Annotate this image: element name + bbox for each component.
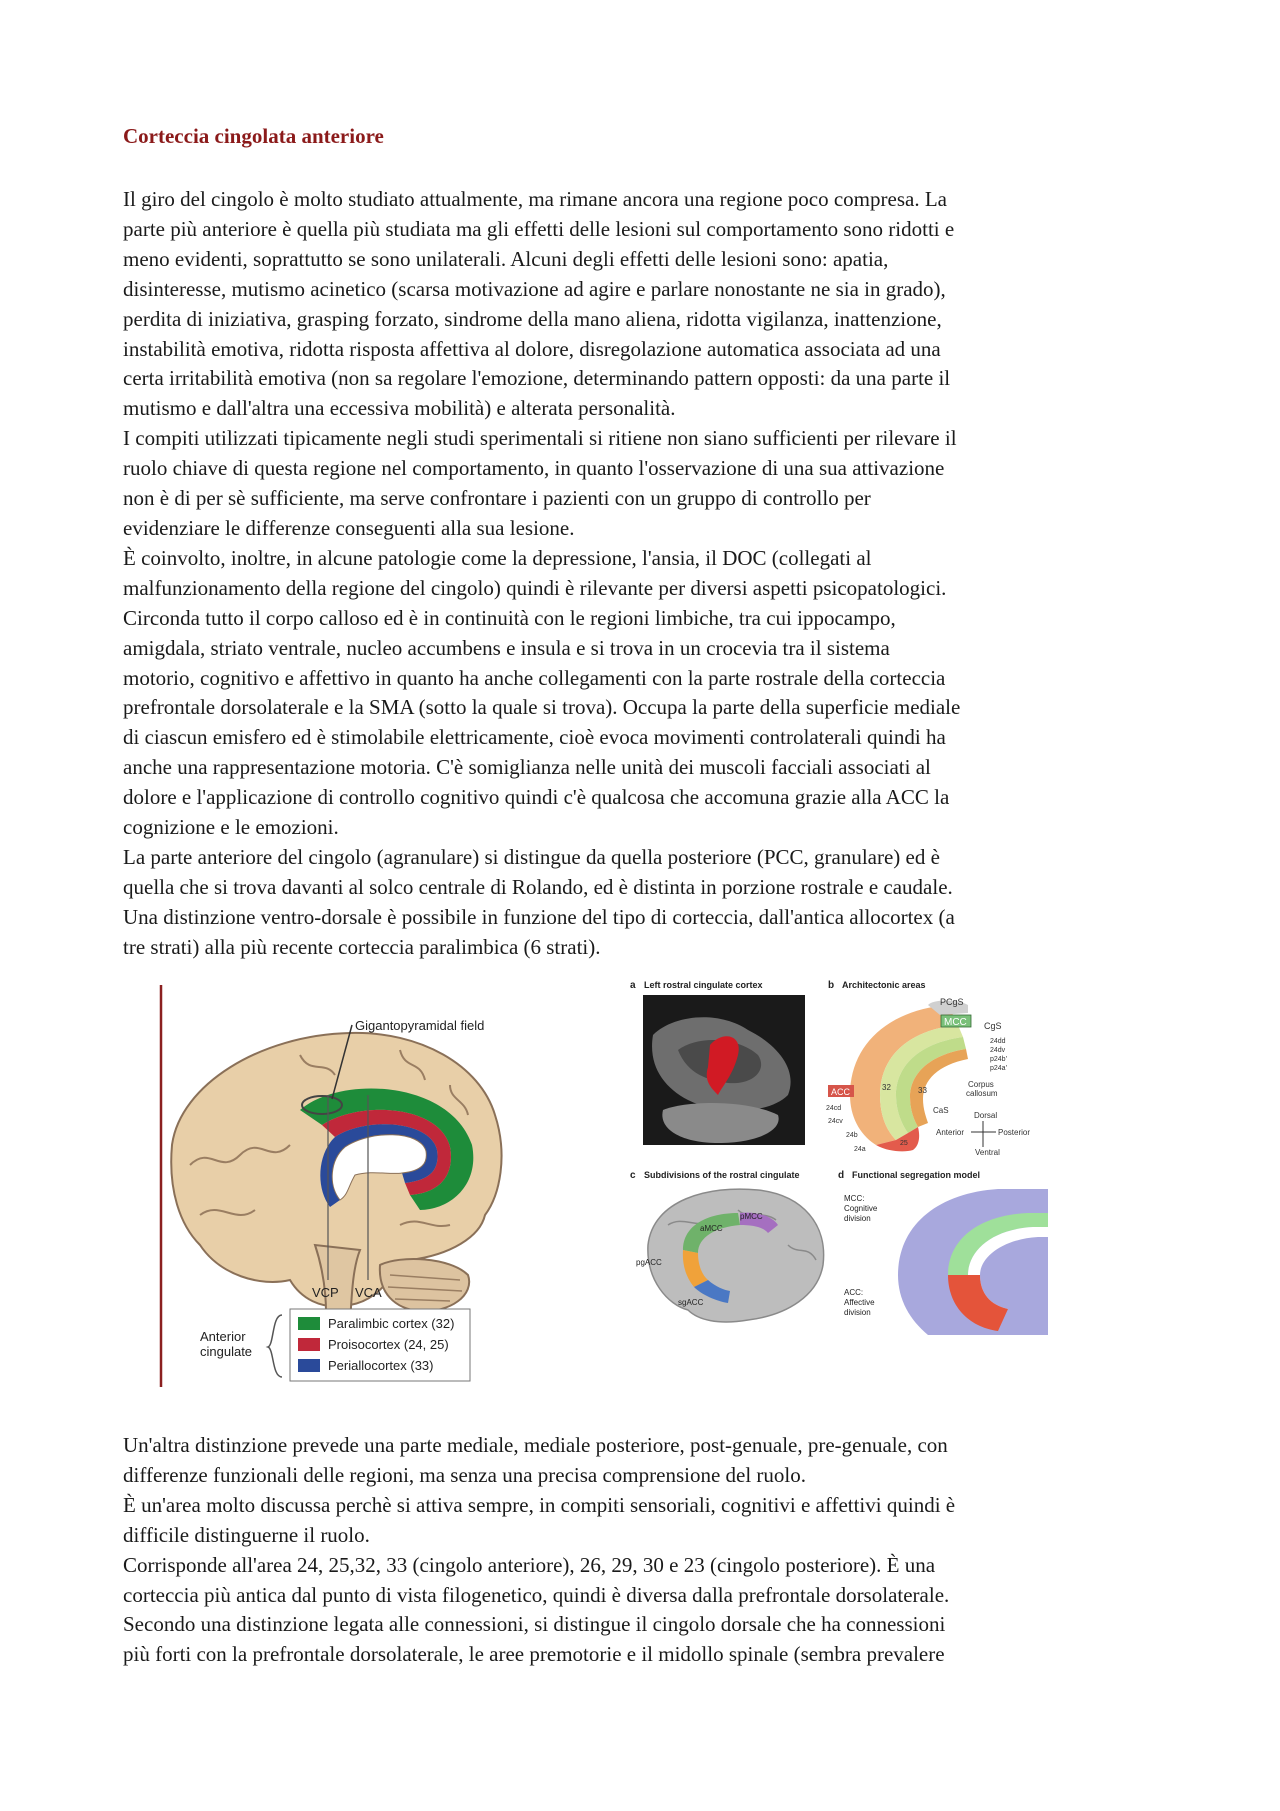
panel-b-label-cas: CaS	[933, 1106, 949, 1115]
legend-label-periallocortex: Periallocortex (33)	[328, 1358, 434, 1373]
legend-swatch-proisocortex	[298, 1338, 320, 1351]
section-heading: Corteccia cingolata anteriore	[123, 124, 384, 148]
text-line: Secondo una distinzione legata alle connessioni, si distingue il cingolo dorsale che ha connessioni	[123, 1612, 946, 1637]
panel-c-label-sgacc: sgACC	[678, 1298, 704, 1307]
panel-b-label-acc: ACC	[831, 1087, 851, 1097]
figure-label-anterior: Anterior	[200, 1329, 246, 1344]
panel-b-label-cgs: CgS	[984, 1021, 1002, 1031]
text-line: malfunzionamento della regione del cingolo) quindi è rilevante per diversi aspetti psicopatologici.	[123, 575, 947, 600]
panel-b-label-24b: 24b	[846, 1132, 858, 1139]
text-line: cognizione e le emozioni.	[123, 815, 339, 840]
panel-b-label-p24a: p24a'	[990, 1065, 1007, 1072]
text-line: tre strati) alla più recente corteccia paralimbica (6 strati).	[123, 934, 601, 959]
text-line: disinteresse, mutismo acinetico (scarsa motivazione ad agire e parlare nonostante ne sia in grado),	[123, 276, 946, 301]
text-line: quella che si trova davanti al solco centrale di Rolando, ed è distinta in porzione rostrale e caudale.	[123, 874, 953, 899]
panel-b-label-24dv: 24dv	[990, 1047, 1006, 1054]
text-line: meno evidenti, soprattutto se sono unilaterali. Alcuni degli effetti delle lesioni sono: apatia,	[123, 246, 889, 271]
panel-b-label-pcgs: PCgS	[940, 997, 964, 1007]
text-line: È coinvolto, inoltre, in alcune patologie come la depressione, l'ansia, il DOC (collegati al	[123, 545, 872, 570]
panel-b-label-p24b: p24b'	[990, 1056, 1007, 1063]
text-line: corteccia più antica dal punto di vista filogenetico, quindi è diversa dalla prefrontale dorsolaterale.	[123, 1582, 950, 1607]
panel-b-title: Architectonic areas	[842, 980, 926, 990]
panel-d-label-division-2: division	[844, 1308, 871, 1317]
text-line: Una distinzione ventro-dorsale è possibile in funzione del tipo di corteccia, dall'antica allocortex (a	[123, 904, 955, 929]
legend-swatch-paralimbic	[298, 1317, 320, 1330]
panel-b-label-dorsal: Dorsal	[974, 1111, 998, 1120]
text-line: La parte anteriore del cingolo (agranulare) si distingue da quella posteriore (PCC, granulare) ed è	[123, 844, 940, 869]
panel-a-title: Left rostral cingulate cortex	[644, 980, 763, 990]
panel-b-label-24cd: 24cd	[826, 1105, 842, 1112]
text-line: motorio, cognitivo e affettivo in quanto ha anche collegamenti con la parte rostrale della corteccia	[123, 665, 946, 690]
body-text-top	[123, 185, 1163, 963]
figure-brain-sagittal	[150, 975, 530, 1395]
panel-b-label-24dd: 24dd	[990, 1038, 1006, 1045]
text-line: certa irritabilità emotiva (non sa regolare l'emozione, determinando pattern opposti: da una parte il	[123, 366, 951, 391]
text-line: parte più anteriore è quella più studiata ma gli effetti delle lesioni sul comportamento sono ridotti e	[123, 216, 955, 241]
panel-c-letter: c	[630, 1170, 636, 1181]
panel-b-label-ventral: Ventral	[975, 1148, 1000, 1157]
panel-c-label-pmcc: pMCC	[740, 1212, 763, 1221]
text-line: I compiti utilizzati tipicamente negli studi sperimentali si ritiene non siano sufficienti per rilevare il	[123, 426, 957, 451]
text-line: perdita di iniziativa, grasping forzato, sindrome della mano aliena, ridotta vigilanza, inattenzione,	[123, 306, 942, 331]
panel-a-letter: a	[630, 980, 636, 991]
panel-d-label-mcc: MCC:	[844, 1194, 865, 1203]
text-line: più forti con la prefrontale dorsolaterale, le aree premotorie e il midollo spinale (sembra prevalere	[123, 1642, 945, 1667]
panel-c-title: Subdivisions of the rostral cingulate	[644, 1170, 800, 1180]
panel-b-label-24a: 24a	[854, 1146, 866, 1153]
panel-d-label-cognitive: Cognitive	[844, 1204, 878, 1213]
panel-d-label-acc: ACC:	[844, 1288, 864, 1297]
text-line: Il giro del cingolo è molto studiato attualmente, ma rimane ancora una regione poco compresa. La	[123, 187, 947, 211]
text-line: Corrisponde all'area 24, 25,32, 33 (cingolo anteriore), 26, 29, 30 e 23 (cingolo posteriore). È una	[123, 1552, 936, 1577]
text-line: di ciascun emisfero ed è stimolabile elettricamente, cioè evoca movimenti controlaterali quindi ha	[123, 725, 946, 750]
panel-b-label-callosum: callosum	[966, 1089, 998, 1098]
panel-b-label-posterior: Posterior	[998, 1128, 1031, 1137]
panel-b-label-24cv: 24cv	[828, 1118, 843, 1125]
panel-d-letter: d	[838, 1170, 845, 1181]
text-line: amigdala, striato ventrale, nucleo accumbens e insula e si trova in un crocevia tra il sistema	[123, 635, 890, 660]
legend-label-proisocortex: Proisocortex (24, 25)	[328, 1337, 449, 1352]
panel-b-label-mcc: MCC	[944, 1017, 967, 1028]
text-line: prefrontale dorsolaterale e la SMA (sotto la quale si trova). Occupa la parte della superficie mediale	[123, 695, 961, 720]
legend-swatch-periallocortex	[298, 1359, 320, 1372]
panel-d-label-affective: Affective	[844, 1298, 875, 1307]
text-line: Un'altra distinzione prevede una parte mediale, mediale posteriore, post-genuale, pre-genuale, con	[123, 1433, 948, 1457]
figure-label-gigantopyramidal: Gigantopyramidal field	[355, 1018, 485, 1033]
text-line: È un'area molto discussa perchè si attiva sempre, in compiti sensoriali, cognitivi e affettivi quindi è	[123, 1492, 956, 1517]
figure-label-vca: VCA	[355, 1285, 382, 1300]
body-text-bottom	[123, 1431, 1163, 1670]
text-line: anche una rappresentazione motoria. C'è somiglianza nelle unità dei muscoli facciali associati al	[123, 755, 931, 780]
figure-cingulate-cortex	[150, 975, 1140, 1395]
panel-b-label-anterior: Anterior	[936, 1128, 965, 1137]
text-line: instabilità emotiva, ridotta risposta affettiva al dolore, disregolazione automatica associata ad una	[123, 336, 941, 361]
panel-d-title: Functional segregation model	[852, 1170, 981, 1180]
panel-b-letter: b	[828, 980, 835, 991]
text-line: differenze funzionali delle regioni, ma senza una precisa comprensione del ruolo.	[123, 1462, 807, 1487]
legend-label-paralimbic: Paralimbic cortex (32)	[328, 1316, 455, 1331]
panel-b-label-25: 25	[900, 1140, 908, 1147]
text-line: difficile distinguerne il ruolo.	[123, 1522, 370, 1547]
text-line: mutismo e dall'altra una eccessiva mobilità) e alterata personalità.	[123, 396, 676, 421]
text-line: Circonda tutto il corpo calloso ed è in continuità con le regioni limbiche, tra cui ippocampo,	[123, 605, 896, 630]
text-line: ruolo chiave di questa regione nel comportamento, in quanto l'osservazione di una sua attivazione	[123, 456, 945, 481]
panel-c-label-amcc: aMCC	[700, 1224, 723, 1233]
figure-rostral-cingulate-panels	[628, 975, 1053, 1395]
text-line: dolore e l'applicazione di controllo cognitivo quindi c'è qualcosa che accomuna grazie alla ACC la	[123, 785, 950, 810]
text-line: evidenziare le differenze conseguenti alla sua lesione.	[123, 515, 575, 540]
panel-d-label-division-1: division	[844, 1214, 871, 1223]
figure-label-vcp: VCP	[312, 1285, 339, 1300]
panel-b-label-32: 32	[882, 1083, 891, 1092]
text-line: non è di per sè sufficiente, ma serve confrontare i pazienti con un gruppo di controllo per	[123, 486, 871, 511]
figure-label-cingulate: cingulate	[200, 1344, 253, 1359]
panel-b-label-corpus: Corpus	[968, 1080, 994, 1089]
panel-b-label-33: 33	[918, 1086, 927, 1095]
panel-c-label-pgacc: pgACC	[636, 1258, 662, 1267]
